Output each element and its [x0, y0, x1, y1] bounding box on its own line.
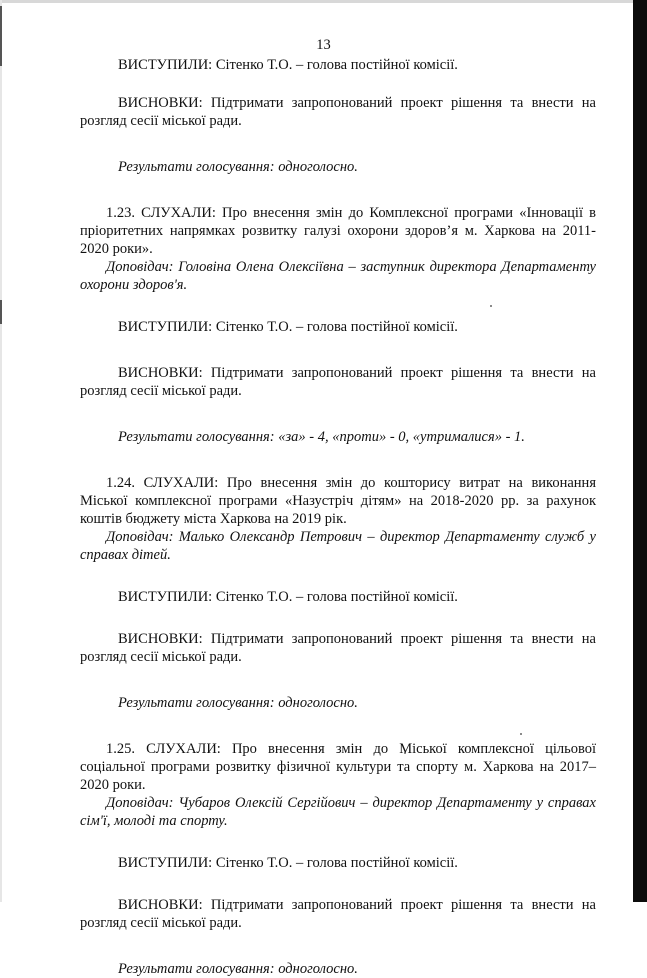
scan-left-edge: [0, 0, 2, 902]
voting-result: Результати голосування: одноголосно.: [118, 695, 358, 711]
speakers-paragraph: ВИСТУПИЛИ: Сітенко Т.О. – голова постійної комісії.: [118, 589, 458, 605]
conclusions-paragraph: ВИСНОВКИ: Підтримати запропонований проект рішення та внести на розгляд сесії міської ради.: [80, 631, 596, 665]
speakers-paragraph: ВИСТУПИЛИ: Сітенко Т.О. – голова постійної комісії.: [118, 855, 458, 871]
speakers-paragraph: ВИСТУПИЛИ: Сітенко Т.О. – голова постійної комісії.: [118, 319, 458, 335]
voting-result: Результати голосування: одноголосно.: [118, 961, 358, 977]
speakers-paragraph: ВИСТУПИЛИ: Сітенко Т.О. – голова постійної комісії.: [118, 57, 458, 73]
rapporteur-paragraph: Доповідач: Головіна Олена Олексіївна – заступник директора Департаменту охорони здоров'я.: [80, 259, 596, 293]
agenda-item-1-25: 1.25. СЛУХАЛИ: Про внесення змін до Міської комплексної цільової соціальної програми розвитку фізичної культури та спорту м. Харкова на 2017–2020 роки.: [80, 741, 596, 793]
scan-right-border: [633, 0, 647, 902]
page-number: 13: [316, 37, 331, 53]
scan-left-mark: [0, 6, 2, 66]
scan-top-edge: [0, 0, 633, 3]
document-body: [80, 56, 596, 978]
voting-result: Результати голосування: «за» - 4, «проти» - 0, «утрималися» - 1.: [118, 429, 525, 445]
conclusions-paragraph: ВИСНОВКИ: Підтримати запропонований проект рішення та внести на розгляд сесії міської ради.: [80, 365, 596, 399]
rapporteur-paragraph: Доповідач: Малько Олександр Петрович – директор Департаменту служб у справах дітей.: [80, 529, 596, 563]
rapporteur-paragraph: Доповідач: Чубаров Олексій Сергійович – директор Департаменту у справах сім'ї, молоді та спорту.: [80, 795, 596, 829]
agenda-item-1-24: 1.24. СЛУХАЛИ: Про внесення змін до кошторису витрат на виконання Міської комплексної програми «Назустріч дітям» на 2018-2020 рр. за рахунок коштів бюджету міста Харкова на 2019 рік.: [80, 475, 596, 527]
voting-result: Результати голосування: одноголосно.: [118, 159, 358, 175]
conclusions-paragraph: ВИСНОВКИ: Підтримати запропонований проект рішення та внести на розгляд сесії міської ради.: [80, 897, 596, 931]
conclusions-paragraph: ВИСНОВКИ: Підтримати запропонований проект рішення та внести на розгляд сесії міської ради.: [80, 95, 596, 129]
agenda-item-1-23: 1.23. СЛУХАЛИ: Про внесення змін до Комплексної програми «Інновації в пріоритетних напрямках розвитку галузі охорони здоров’я м. Харкова на 2011-2020 роки».: [80, 205, 596, 257]
scan-left-mark: [0, 300, 2, 324]
